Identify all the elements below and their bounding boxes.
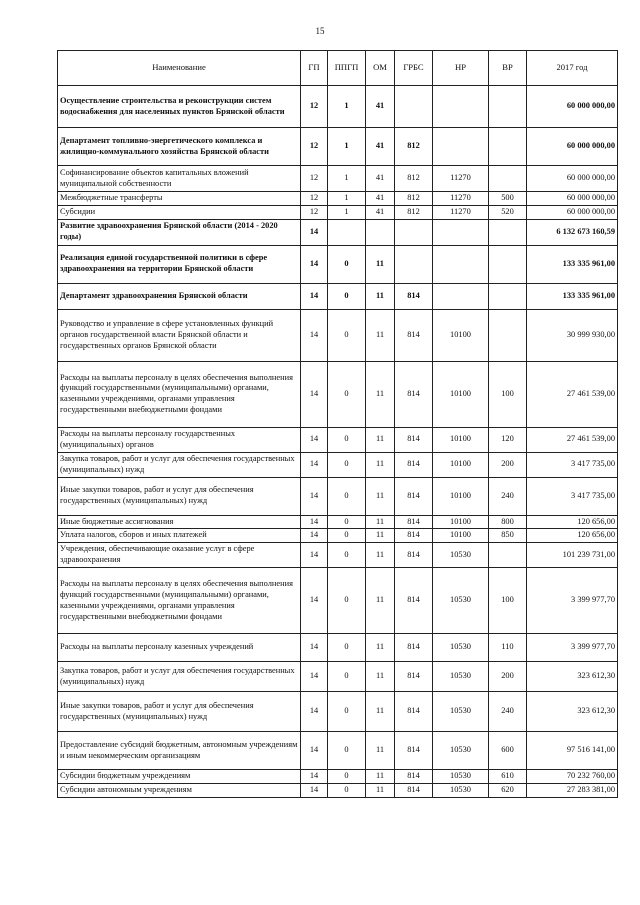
cell-om: 11 [366, 283, 395, 309]
cell-vr: 500 [489, 192, 527, 206]
cell-name: Иные закупки товаров, работ и услуг для обеспечения государственных (муниципальных) нужд [58, 477, 301, 515]
header-ppgp: ППГП [328, 51, 366, 86]
cell-vr [489, 219, 527, 245]
table-row [58, 784, 618, 798]
cell-amount: 6 132 673 160,59 [527, 219, 618, 245]
cell-gp: 14 [301, 784, 328, 798]
cell-amount: 60 000 000,00 [527, 166, 618, 192]
cell-om: 11 [366, 515, 395, 529]
cell-ppgp: 0 [328, 452, 366, 477]
cell-vr [489, 86, 527, 128]
cell-amount: 60 000 000,00 [527, 205, 618, 219]
cell-grbs: 814 [395, 692, 433, 732]
cell-grbs: 814 [395, 515, 433, 529]
header-nr: НР [433, 51, 489, 86]
cell-name: Реализация единой государственной политики в сфере здравоохранения на территории Брянской области [58, 245, 301, 283]
cell-nr [433, 245, 489, 283]
cell-om: 11 [366, 477, 395, 515]
cell-nr: 10530 [433, 770, 489, 784]
cell-grbs [395, 245, 433, 283]
cell-om: 11 [366, 732, 395, 770]
cell-gp: 14 [301, 309, 328, 361]
cell-vr [489, 128, 527, 166]
table-row [58, 245, 618, 283]
cell-ppgp: 1 [328, 86, 366, 128]
table-row [58, 692, 618, 732]
cell-nr: 10530 [433, 784, 489, 798]
cell-gp: 14 [301, 529, 328, 543]
table-row [58, 128, 618, 166]
table-row [58, 361, 618, 427]
cell-name: Иные закупки товаров, работ и услуг для обеспечения государственных (муниципальных) нужд [58, 692, 301, 732]
table-body [58, 86, 618, 798]
cell-grbs: 814 [395, 784, 433, 798]
cell-gp: 12 [301, 166, 328, 192]
budget-table [57, 50, 618, 798]
cell-amount: 120 656,00 [527, 529, 618, 543]
cell-amount: 27 461 539,00 [527, 361, 618, 427]
cell-vr [489, 166, 527, 192]
cell-name: Осуществление строительства и реконструкции систем водоснабжения для населенных пунктов Брянской области [58, 86, 301, 128]
cell-name: Расходы на выплаты персоналу в целях обеспечения выполнения функций государственными (муниципальными) органами, казенными учреждениями, органами управления государственными внебюджетными фондами [58, 361, 301, 427]
cell-grbs [395, 86, 433, 128]
cell-ppgp: 1 [328, 166, 366, 192]
cell-om: 11 [366, 568, 395, 634]
cell-nr: 10100 [433, 309, 489, 361]
cell-nr: 10100 [433, 529, 489, 543]
cell-gp: 14 [301, 568, 328, 634]
table-row [58, 477, 618, 515]
cell-gp: 12 [301, 192, 328, 206]
cell-ppgp: 0 [328, 427, 366, 452]
cell-amount: 3 417 735,00 [527, 477, 618, 515]
cell-vr: 600 [489, 732, 527, 770]
cell-grbs: 812 [395, 128, 433, 166]
cell-gp: 14 [301, 543, 328, 568]
cell-amount: 133 335 961,00 [527, 245, 618, 283]
cell-gp: 14 [301, 452, 328, 477]
cell-grbs: 814 [395, 529, 433, 543]
cell-amount: 120 656,00 [527, 515, 618, 529]
cell-vr: 200 [489, 662, 527, 692]
cell-vr [489, 309, 527, 361]
cell-name: Уплата налогов, сборов и иных платежей [58, 529, 301, 543]
cell-ppgp: 1 [328, 128, 366, 166]
cell-amount: 60 000 000,00 [527, 128, 618, 166]
cell-vr [489, 543, 527, 568]
cell-nr: 10100 [433, 427, 489, 452]
cell-nr: 10530 [433, 662, 489, 692]
table-row [58, 205, 618, 219]
cell-nr: 11270 [433, 205, 489, 219]
cell-grbs: 814 [395, 361, 433, 427]
cell-vr: 100 [489, 568, 527, 634]
cell-om: 11 [366, 427, 395, 452]
cell-om: 41 [366, 166, 395, 192]
cell-gp: 14 [301, 634, 328, 662]
cell-grbs: 814 [395, 662, 433, 692]
cell-gp: 14 [301, 662, 328, 692]
cell-amount: 323 612,30 [527, 662, 618, 692]
cell-ppgp: 0 [328, 568, 366, 634]
table-row [58, 515, 618, 529]
cell-grbs [395, 219, 433, 245]
cell-name: Закупка товаров, работ и услуг для обеспечения государственных (муниципальных) нужд [58, 662, 301, 692]
cell-om [366, 219, 395, 245]
cell-name: Расходы на выплаты персоналу казенных учреждений [58, 634, 301, 662]
cell-om: 11 [366, 692, 395, 732]
cell-om: 41 [366, 205, 395, 219]
cell-om: 11 [366, 662, 395, 692]
cell-ppgp: 0 [328, 515, 366, 529]
header-name: Наименование [58, 51, 301, 86]
cell-ppgp: 0 [328, 245, 366, 283]
cell-vr: 800 [489, 515, 527, 529]
cell-nr [433, 86, 489, 128]
cell-ppgp: 0 [328, 634, 366, 662]
cell-grbs: 814 [395, 568, 433, 634]
cell-nr: 10100 [433, 515, 489, 529]
cell-name: Развитие здравоохранения Брянской области (2014 - 2020 годы) [58, 219, 301, 245]
cell-vr: 620 [489, 784, 527, 798]
cell-gp: 14 [301, 219, 328, 245]
cell-vr: 240 [489, 477, 527, 515]
cell-gp: 12 [301, 205, 328, 219]
cell-om: 11 [366, 770, 395, 784]
cell-ppgp: 0 [328, 770, 366, 784]
cell-grbs: 812 [395, 205, 433, 219]
table-row [58, 283, 618, 309]
cell-amount: 323 612,30 [527, 692, 618, 732]
cell-name: Руководство и управление в сфере установленных функций органов государственной власти Брянской области и государственных органов Брянской области [58, 309, 301, 361]
cell-grbs: 814 [395, 283, 433, 309]
cell-nr [433, 128, 489, 166]
cell-name: Предоставление субсидий бюджетным, автономным учреждениям и иным некоммерческим организациям [58, 732, 301, 770]
cell-nr [433, 283, 489, 309]
cell-nr [433, 219, 489, 245]
cell-amount: 60 000 000,00 [527, 192, 618, 206]
cell-amount: 27 461 539,00 [527, 427, 618, 452]
cell-name: Расходы на выплаты персоналу в целях обеспечения выполнения функций государственными (муниципальными) органами, казенными учреждениями, органами управления государственными внебюджетными фондами [58, 568, 301, 634]
cell-name: Субсидии [58, 205, 301, 219]
cell-vr: 240 [489, 692, 527, 732]
cell-ppgp [328, 219, 366, 245]
table-row [58, 732, 618, 770]
cell-gp: 14 [301, 477, 328, 515]
cell-nr: 10100 [433, 452, 489, 477]
cell-ppgp: 0 [328, 283, 366, 309]
cell-om: 11 [366, 634, 395, 662]
cell-nr: 11270 [433, 192, 489, 206]
cell-name: Закупка товаров, работ и услуг для обеспечения государственных (муниципальных) нужд [58, 452, 301, 477]
cell-gp: 14 [301, 427, 328, 452]
page-number: 15 [315, 26, 325, 36]
cell-amount: 101 239 731,00 [527, 543, 618, 568]
cell-name: Иные бюджетные ассигнования [58, 515, 301, 529]
cell-amount: 3 417 735,00 [527, 452, 618, 477]
cell-nr: 10530 [433, 543, 489, 568]
header-om: ОМ [366, 51, 395, 86]
cell-gp: 14 [301, 361, 328, 427]
cell-name: Софинансирование объектов капитальных вложений муниципальной собственности [58, 166, 301, 192]
cell-amount: 27 283 381,00 [527, 784, 618, 798]
cell-vr: 850 [489, 529, 527, 543]
cell-vr: 200 [489, 452, 527, 477]
cell-vr [489, 283, 527, 309]
table-row [58, 219, 618, 245]
table-row [58, 452, 618, 477]
cell-amount: 3 399 977,70 [527, 568, 618, 634]
cell-om: 11 [366, 529, 395, 543]
table-row [58, 634, 618, 662]
cell-ppgp: 0 [328, 309, 366, 361]
cell-name: Субсидии бюджетным учреждениям [58, 770, 301, 784]
cell-ppgp: 0 [328, 529, 366, 543]
cell-om: 11 [366, 309, 395, 361]
cell-nr: 10100 [433, 361, 489, 427]
cell-om: 11 [366, 784, 395, 798]
cell-grbs: 814 [395, 543, 433, 568]
cell-ppgp: 1 [328, 192, 366, 206]
table-row [58, 662, 618, 692]
cell-grbs: 814 [395, 634, 433, 662]
cell-ppgp: 0 [328, 662, 366, 692]
cell-gp: 12 [301, 128, 328, 166]
cell-grbs: 814 [395, 452, 433, 477]
cell-grbs: 814 [395, 770, 433, 784]
cell-gp: 12 [301, 86, 328, 128]
cell-name: Расходы на выплаты персоналу государственных (муниципальных) органов [58, 427, 301, 452]
cell-vr: 100 [489, 361, 527, 427]
cell-grbs: 812 [395, 192, 433, 206]
cell-amount: 60 000 000,00 [527, 86, 618, 128]
table-row [58, 568, 618, 634]
cell-grbs: 814 [395, 732, 433, 770]
table-row [58, 427, 618, 452]
cell-om: 41 [366, 128, 395, 166]
cell-amount: 3 399 977,70 [527, 634, 618, 662]
table-row [58, 543, 618, 568]
table-row [58, 192, 618, 206]
cell-name: Учреждения, обеспечивающие оказание услуг в сфере здравоохранения [58, 543, 301, 568]
cell-amount: 30 999 930,00 [527, 309, 618, 361]
cell-grbs: 814 [395, 477, 433, 515]
cell-nr: 10530 [433, 568, 489, 634]
cell-gp: 14 [301, 283, 328, 309]
cell-ppgp: 0 [328, 692, 366, 732]
cell-gp: 14 [301, 245, 328, 283]
cell-om: 41 [366, 86, 395, 128]
cell-om: 11 [366, 543, 395, 568]
cell-vr: 610 [489, 770, 527, 784]
cell-om: 11 [366, 245, 395, 283]
header-vr: ВР [489, 51, 527, 86]
table-row [58, 529, 618, 543]
cell-gp: 14 [301, 692, 328, 732]
cell-nr: 10530 [433, 692, 489, 732]
cell-om: 11 [366, 361, 395, 427]
cell-nr: 11270 [433, 166, 489, 192]
table-row [58, 770, 618, 784]
table-row [58, 309, 618, 361]
cell-vr: 120 [489, 427, 527, 452]
cell-om: 41 [366, 192, 395, 206]
cell-name: Департамент здравоохранения Брянской области [58, 283, 301, 309]
table-row [58, 166, 618, 192]
cell-vr [489, 245, 527, 283]
header-gp: ГП [301, 51, 328, 86]
table-header [58, 51, 618, 86]
cell-vr: 520 [489, 205, 527, 219]
cell-vr: 110 [489, 634, 527, 662]
cell-nr: 10530 [433, 634, 489, 662]
header-year-2017: 2017 год [527, 51, 618, 86]
cell-ppgp: 0 [328, 732, 366, 770]
cell-nr: 10100 [433, 477, 489, 515]
cell-gp: 14 [301, 515, 328, 529]
cell-gp: 14 [301, 732, 328, 770]
cell-om: 11 [366, 452, 395, 477]
cell-ppgp: 0 [328, 361, 366, 427]
cell-ppgp: 0 [328, 477, 366, 515]
cell-amount: 133 335 961,00 [527, 283, 618, 309]
header-grbs: ГРБС [395, 51, 433, 86]
cell-ppgp: 0 [328, 784, 366, 798]
cell-grbs: 814 [395, 309, 433, 361]
cell-amount: 97 516 141,00 [527, 732, 618, 770]
cell-grbs: 814 [395, 427, 433, 452]
cell-name: Межбюджетные трансферты [58, 192, 301, 206]
cell-grbs: 812 [395, 166, 433, 192]
cell-gp: 14 [301, 770, 328, 784]
cell-ppgp: 0 [328, 543, 366, 568]
table-row [58, 86, 618, 128]
cell-name: Департамент топливно-энергетического комплекса и жилищно-коммунального хозяйства Брянской области [58, 128, 301, 166]
cell-amount: 70 232 760,00 [527, 770, 618, 784]
cell-ppgp: 1 [328, 205, 366, 219]
cell-nr: 10530 [433, 732, 489, 770]
cell-name: Субсидии автономным учреждениям [58, 784, 301, 798]
